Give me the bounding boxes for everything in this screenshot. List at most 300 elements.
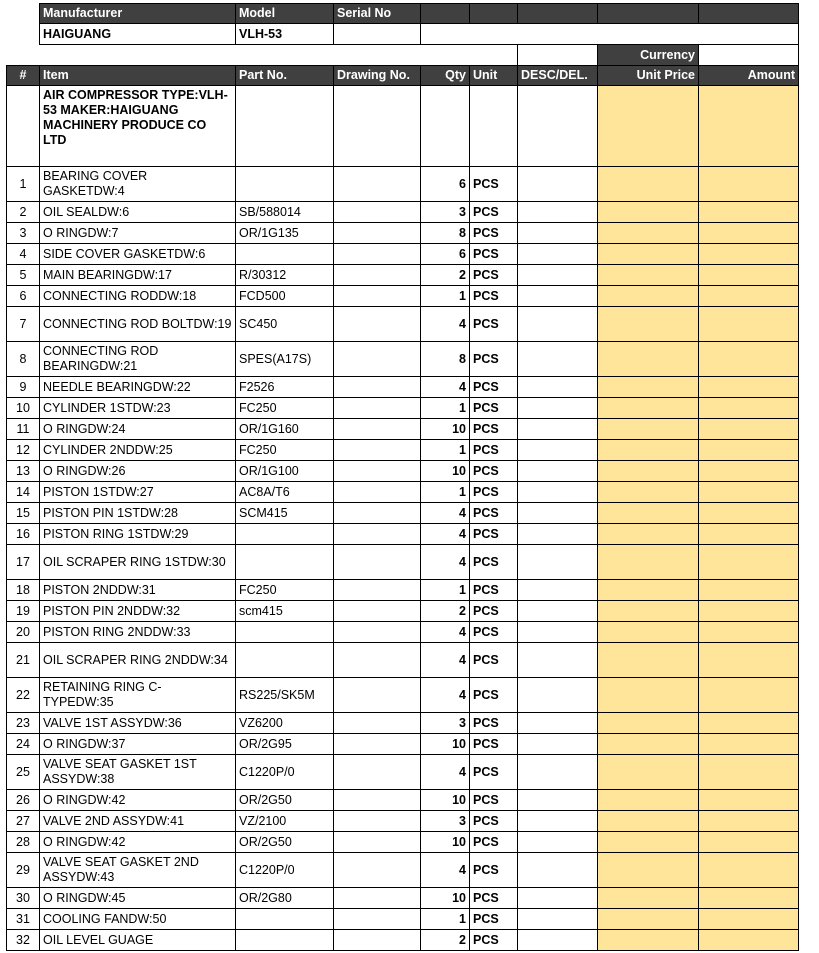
row-num: 14 — [7, 482, 40, 503]
row-desc-del[interactable] — [518, 286, 598, 307]
row-drawing-no — [334, 622, 421, 643]
row-part-no: C1220P/0 — [236, 853, 334, 888]
row-amount[interactable] — [699, 167, 799, 202]
table-row — [7, 482, 799, 503]
table-row — [7, 244, 799, 265]
row-amount[interactable] — [699, 580, 799, 601]
row-desc-del[interactable] — [518, 461, 598, 482]
row-drawing-no — [334, 755, 421, 790]
row-drawing-no — [334, 377, 421, 398]
row-num: 12 — [7, 440, 40, 461]
row-unit-price[interactable] — [598, 853, 699, 888]
row-drawing-no — [334, 307, 421, 342]
header-blank — [470, 4, 518, 24]
row-num: 28 — [7, 832, 40, 853]
row-num: 11 — [7, 419, 40, 440]
row-qty: 10 — [421, 832, 470, 853]
row-item: O RINGDW:26 — [40, 461, 236, 482]
row-amount[interactable] — [699, 734, 799, 755]
row-unit: PCS — [470, 419, 518, 440]
col-desc: DESC/DEL. — [518, 66, 598, 86]
row-num: 9 — [7, 377, 40, 398]
col-item: Item — [40, 66, 236, 86]
row-unit-price[interactable] — [598, 342, 699, 377]
row-part-no: OR/1G160 — [236, 419, 334, 440]
row-item: O RINGDW:24 — [40, 419, 236, 440]
row-drawing-no — [334, 223, 421, 244]
row-qty: 4 — [421, 503, 470, 524]
row-unit-price[interactable] — [598, 244, 699, 265]
row-unit-price[interactable] — [598, 580, 699, 601]
row-desc-del[interactable] — [518, 377, 598, 398]
table-row — [7, 419, 799, 440]
row-desc-del[interactable] — [518, 909, 598, 930]
row-qty: 8 — [421, 342, 470, 377]
row-item: VALVE 2ND ASSYDW:41 — [40, 811, 236, 832]
row-amount[interactable] — [699, 223, 799, 244]
table-row — [7, 461, 799, 482]
row-amount[interactable] — [699, 419, 799, 440]
row-part-no — [236, 524, 334, 545]
row-unit: PCS — [470, 545, 518, 580]
row-unit: PCS — [470, 307, 518, 342]
row-qty: 10 — [421, 734, 470, 755]
table-row — [7, 286, 799, 307]
equipment-row — [7, 86, 799, 167]
row-part-no: SPES(A17S) — [236, 342, 334, 377]
table-row — [7, 811, 799, 832]
row-part-no: RS225/SK5M — [236, 678, 334, 713]
row-item: CONNECTING ROD BOLTDW:19 — [40, 307, 236, 342]
table-row — [7, 909, 799, 930]
row-num: 3 — [7, 223, 40, 244]
row-desc-del[interactable] — [518, 419, 598, 440]
row-qty: 6 — [421, 167, 470, 202]
row-unit: PCS — [470, 622, 518, 643]
header-blank — [421, 4, 470, 24]
table-row — [7, 223, 799, 244]
row-unit-price[interactable] — [598, 888, 699, 909]
row-qty: 4 — [421, 643, 470, 678]
row-qty: 1 — [421, 286, 470, 307]
equipment-part — [236, 86, 334, 167]
row-part-no: OR/2G50 — [236, 832, 334, 853]
row-unit: PCS — [470, 734, 518, 755]
column-header-row — [7, 66, 799, 86]
row-part-no: VZ/2100 — [236, 811, 334, 832]
row-drawing-no — [334, 909, 421, 930]
row-part-no: SC450 — [236, 307, 334, 342]
row-unit-price[interactable] — [598, 398, 699, 419]
row-desc-del[interactable] — [518, 482, 598, 503]
row-desc-del[interactable] — [518, 853, 598, 888]
row-item: NEEDLE BEARINGDW:22 — [40, 377, 236, 398]
row-drawing-no — [334, 461, 421, 482]
row-amount[interactable] — [699, 342, 799, 377]
table-row — [7, 713, 799, 734]
row-desc-del[interactable] — [518, 734, 598, 755]
row-part-no: OR/1G100 — [236, 461, 334, 482]
row-unit-price[interactable] — [598, 265, 699, 286]
equipment-unit — [470, 86, 518, 167]
row-qty: 4 — [421, 678, 470, 713]
row-drawing-no — [334, 244, 421, 265]
row-unit: PCS — [470, 930, 518, 951]
row-amount[interactable] — [699, 482, 799, 503]
row-unit-price[interactable] — [598, 713, 699, 734]
row-num: 2 — [7, 202, 40, 223]
row-desc-del[interactable] — [518, 713, 598, 734]
row-unit: PCS — [470, 580, 518, 601]
row-num: 21 — [7, 643, 40, 678]
row-item: PISTON PIN 1STDW:28 — [40, 503, 236, 524]
row-unit-price[interactable] — [598, 678, 699, 713]
row-unit-price[interactable] — [598, 307, 699, 342]
header-blank — [598, 4, 699, 24]
row-drawing-no — [334, 286, 421, 307]
row-desc-del[interactable] — [518, 167, 598, 202]
row-desc-del[interactable] — [518, 244, 598, 265]
row-amount[interactable] — [699, 545, 799, 580]
row-item: O RINGDW:37 — [40, 734, 236, 755]
row-unit-price[interactable] — [598, 622, 699, 643]
row-drawing-no — [334, 713, 421, 734]
row-part-no — [236, 622, 334, 643]
table-row — [7, 643, 799, 678]
row-drawing-no — [334, 545, 421, 580]
header-blank — [518, 4, 598, 24]
table-row — [7, 377, 799, 398]
row-unit-price[interactable] — [598, 482, 699, 503]
row-amount[interactable] — [699, 601, 799, 622]
row-unit: PCS — [470, 888, 518, 909]
row-unit-price[interactable] — [598, 524, 699, 545]
currency-value[interactable] — [699, 45, 799, 66]
row-desc-del[interactable] — [518, 265, 598, 286]
row-unit-price[interactable] — [598, 440, 699, 461]
table-row — [7, 853, 799, 888]
row-item: PISTON RING 2NDDW:33 — [40, 622, 236, 643]
currency-row — [7, 45, 799, 66]
row-qty: 4 — [421, 853, 470, 888]
row-item: CONNECTING ROD BEARINGDW:21 — [40, 342, 236, 377]
row-unit: PCS — [470, 503, 518, 524]
row-part-no: OR/2G80 — [236, 888, 334, 909]
row-drawing-no — [334, 888, 421, 909]
row-desc-del[interactable] — [518, 524, 598, 545]
row-unit-price[interactable] — [598, 811, 699, 832]
row-num: 10 — [7, 398, 40, 419]
row-amount[interactable] — [699, 307, 799, 342]
row-amount[interactable] — [699, 888, 799, 909]
row-part-no — [236, 643, 334, 678]
row-unit-price[interactable] — [598, 167, 699, 202]
manufacturer-value[interactable]: HAIGUANG — [40, 24, 236, 45]
row-desc-del[interactable] — [518, 755, 598, 790]
row-unit: PCS — [470, 811, 518, 832]
row-unit: PCS — [470, 853, 518, 888]
row-amount[interactable] — [699, 643, 799, 678]
row-item: PISTON RING 1STDW:29 — [40, 524, 236, 545]
row-drawing-no — [334, 265, 421, 286]
row-qty: 4 — [421, 622, 470, 643]
serial-value[interactable] — [334, 24, 421, 45]
row-num: 5 — [7, 265, 40, 286]
row-amount[interactable] — [699, 755, 799, 790]
row-unit: PCS — [470, 832, 518, 853]
table-row — [7, 202, 799, 223]
table-row — [7, 601, 799, 622]
equipment-num — [7, 86, 40, 167]
row-part-no: VZ6200 — [236, 713, 334, 734]
row-unit-price[interactable] — [598, 643, 699, 678]
row-item: CYLINDER 1STDW:23 — [40, 398, 236, 419]
row-unit: PCS — [470, 398, 518, 419]
row-qty: 1 — [421, 398, 470, 419]
row-item: RETAINING RING C-TYPEDW:35 — [40, 678, 236, 713]
row-desc-del[interactable] — [518, 790, 598, 811]
row-amount[interactable] — [699, 909, 799, 930]
table-row — [7, 265, 799, 286]
row-num: 16 — [7, 524, 40, 545]
row-item: PISTON 2NDDW:31 — [40, 580, 236, 601]
equipment-amount[interactable] — [699, 86, 799, 167]
table-row — [7, 888, 799, 909]
row-amount[interactable] — [699, 377, 799, 398]
row-item: OIL SCRAPER RING 1STDW:30 — [40, 545, 236, 580]
row-unit: PCS — [470, 440, 518, 461]
row-qty: 4 — [421, 524, 470, 545]
row-drawing-no — [334, 601, 421, 622]
row-num: 30 — [7, 888, 40, 909]
row-amount[interactable] — [699, 930, 799, 951]
row-drawing-no — [334, 482, 421, 503]
equipment-price[interactable] — [598, 86, 699, 167]
row-unit-price[interactable] — [598, 832, 699, 853]
row-qty: 3 — [421, 811, 470, 832]
row-desc-del[interactable] — [518, 832, 598, 853]
row-qty: 10 — [421, 790, 470, 811]
row-drawing-no — [334, 930, 421, 951]
row-desc-del[interactable] — [518, 223, 598, 244]
row-part-no: FC250 — [236, 580, 334, 601]
row-unit-price[interactable] — [598, 503, 699, 524]
row-qty: 10 — [421, 419, 470, 440]
row-amount[interactable] — [699, 265, 799, 286]
row-part-no: OR/2G95 — [236, 734, 334, 755]
row-amount[interactable] — [699, 853, 799, 888]
row-item: O RINGDW:42 — [40, 832, 236, 853]
blank-cell — [7, 4, 40, 24]
row-num: 4 — [7, 244, 40, 265]
row-item: VALVE 1ST ASSYDW:36 — [40, 713, 236, 734]
table-row — [7, 307, 799, 342]
row-drawing-no — [334, 790, 421, 811]
row-qty: 10 — [421, 461, 470, 482]
row-num: 20 — [7, 622, 40, 643]
row-desc-del[interactable] — [518, 622, 598, 643]
row-desc-del[interactable] — [518, 307, 598, 342]
row-amount[interactable] — [699, 678, 799, 713]
row-unit-price[interactable] — [598, 377, 699, 398]
row-amount[interactable] — [699, 524, 799, 545]
row-unit-price[interactable] — [598, 461, 699, 482]
row-num: 8 — [7, 342, 40, 377]
row-item: O RINGDW:7 — [40, 223, 236, 244]
row-amount[interactable] — [699, 790, 799, 811]
equipment-drawing — [334, 86, 421, 167]
table-row — [7, 734, 799, 755]
row-item: VALVE SEAT GASKET 1ST ASSYDW:38 — [40, 755, 236, 790]
row-item: O RINGDW:45 — [40, 888, 236, 909]
row-drawing-no — [334, 734, 421, 755]
row-unit: PCS — [470, 601, 518, 622]
row-qty: 1 — [421, 482, 470, 503]
row-item: O RINGDW:42 — [40, 790, 236, 811]
row-qty: 1 — [421, 440, 470, 461]
row-unit-price[interactable] — [598, 286, 699, 307]
row-unit: PCS — [470, 377, 518, 398]
row-desc-del[interactable] — [518, 580, 598, 601]
row-qty: 4 — [421, 545, 470, 580]
row-part-no — [236, 167, 334, 202]
row-num: 32 — [7, 930, 40, 951]
row-qty: 2 — [421, 601, 470, 622]
row-item: OIL SEALDW:6 — [40, 202, 236, 223]
row-num: 31 — [7, 909, 40, 930]
equipment-qty — [421, 86, 470, 167]
row-amount[interactable] — [699, 622, 799, 643]
row-qty: 1 — [421, 909, 470, 930]
row-item: CYLINDER 2NDDW:25 — [40, 440, 236, 461]
row-desc-del[interactable] — [518, 503, 598, 524]
row-item: OIL SCRAPER RING 2NDDW:34 — [40, 643, 236, 678]
row-item: SIDE COVER GASKETDW:6 — [40, 244, 236, 265]
row-unit-price[interactable] — [598, 909, 699, 930]
table-row — [7, 930, 799, 951]
table-row — [7, 167, 799, 202]
row-desc-del[interactable] — [518, 202, 598, 223]
row-drawing-no — [334, 643, 421, 678]
table-row — [7, 622, 799, 643]
row-desc-del[interactable] — [518, 643, 598, 678]
row-desc-del[interactable] — [518, 398, 598, 419]
row-drawing-no — [334, 202, 421, 223]
table-row — [7, 440, 799, 461]
row-desc-del[interactable] — [518, 601, 598, 622]
row-unit: PCS — [470, 713, 518, 734]
model-label: Model — [236, 4, 334, 24]
row-amount[interactable] — [699, 713, 799, 734]
row-unit-price[interactable] — [598, 601, 699, 622]
row-num: 17 — [7, 545, 40, 580]
row-num: 18 — [7, 580, 40, 601]
row-desc-del[interactable] — [518, 342, 598, 377]
row-qty: 2 — [421, 930, 470, 951]
row-num: 24 — [7, 734, 40, 755]
col-amount: Amount — [699, 66, 799, 86]
row-unit: PCS — [470, 286, 518, 307]
row-qty: 4 — [421, 307, 470, 342]
row-amount[interactable] — [699, 440, 799, 461]
row-qty: 4 — [421, 755, 470, 790]
row-amount[interactable] — [699, 832, 799, 853]
row-qty: 4 — [421, 377, 470, 398]
row-unit-price[interactable] — [598, 930, 699, 951]
table-row — [7, 503, 799, 524]
row-qty: 2 — [421, 265, 470, 286]
row-amount[interactable] — [699, 244, 799, 265]
row-item: BEARING COVER GASKETDW:4 — [40, 167, 236, 202]
row-item: COOLING FANDW:50 — [40, 909, 236, 930]
row-drawing-no — [334, 342, 421, 377]
row-unit-price[interactable] — [598, 755, 699, 790]
row-desc-del[interactable] — [518, 678, 598, 713]
header-blank — [699, 4, 799, 24]
row-num: 13 — [7, 461, 40, 482]
row-amount[interactable] — [699, 811, 799, 832]
table-row — [7, 524, 799, 545]
table-row — [7, 832, 799, 853]
header-label-row — [7, 4, 799, 24]
row-part-no — [236, 930, 334, 951]
row-qty: 6 — [421, 244, 470, 265]
row-drawing-no — [334, 524, 421, 545]
row-unit-price[interactable] — [598, 202, 699, 223]
row-unit: PCS — [470, 202, 518, 223]
row-unit: PCS — [470, 482, 518, 503]
model-value[interactable]: VLH-53 — [236, 24, 334, 45]
row-unit: PCS — [470, 790, 518, 811]
row-qty: 3 — [421, 713, 470, 734]
table-row — [7, 678, 799, 713]
row-amount[interactable] — [699, 461, 799, 482]
row-qty: 10 — [421, 888, 470, 909]
row-amount[interactable] — [699, 503, 799, 524]
row-unit: PCS — [470, 223, 518, 244]
row-unit-price[interactable] — [598, 734, 699, 755]
currency-blank — [518, 45, 598, 66]
row-drawing-no — [334, 398, 421, 419]
equipment-description: AIR COMPRESSOR TYPE:VLH-53 MAKER:HAIGUANG MACHINERY PRODUCE CO LTD — [40, 86, 236, 167]
row-unit: PCS — [470, 524, 518, 545]
row-item: PISTON PIN 2NDDW:32 — [40, 601, 236, 622]
row-desc-del[interactable] — [518, 545, 598, 580]
row-unit-price[interactable] — [598, 419, 699, 440]
row-unit: PCS — [470, 167, 518, 202]
row-unit-price[interactable] — [598, 223, 699, 244]
row-amount[interactable] — [699, 398, 799, 419]
row-desc-del[interactable] — [518, 930, 598, 951]
row-item: CONNECTING RODDW:18 — [40, 286, 236, 307]
row-part-no: AC8A/T6 — [236, 482, 334, 503]
row-amount[interactable] — [699, 286, 799, 307]
row-unit-price[interactable] — [598, 545, 699, 580]
row-num: 25 — [7, 755, 40, 790]
row-item: MAIN BEARINGDW:17 — [40, 265, 236, 286]
row-desc-del[interactable] — [518, 440, 598, 461]
row-num: 7 — [7, 307, 40, 342]
row-qty: 3 — [421, 202, 470, 223]
row-drawing-no — [334, 167, 421, 202]
row-unit-price[interactable] — [598, 790, 699, 811]
row-amount[interactable] — [699, 202, 799, 223]
row-desc-del[interactable] — [518, 811, 598, 832]
serial-label: Serial No — [334, 4, 421, 24]
row-item: VALVE SEAT GASKET 2ND ASSYDW:43 — [40, 853, 236, 888]
row-desc-del[interactable] — [518, 888, 598, 909]
row-part-no: C1220P/0 — [236, 755, 334, 790]
